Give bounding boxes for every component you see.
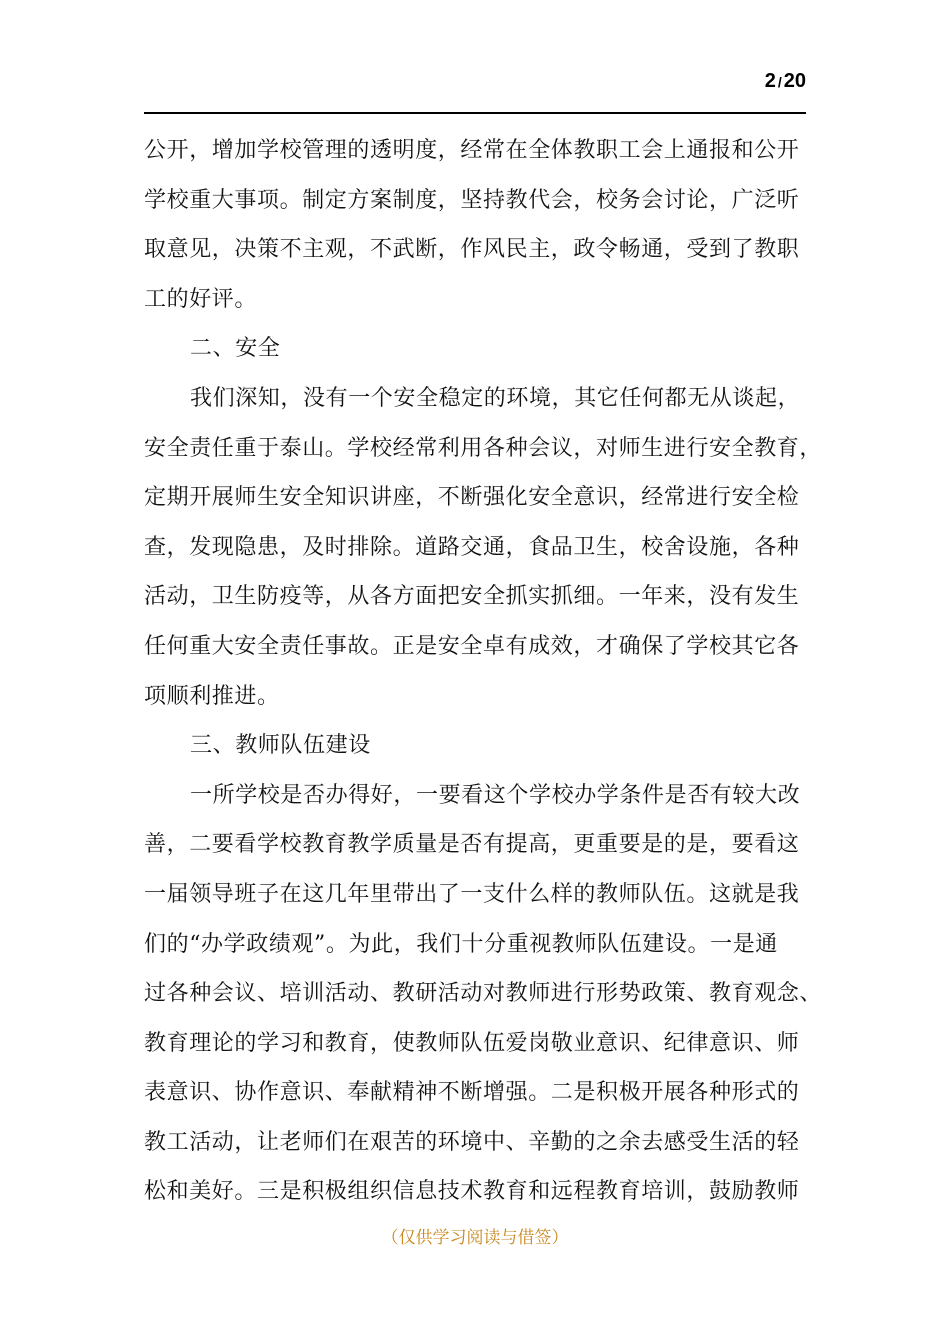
text-line: 松和美好。三是积极组织信息技术教育和远程教育培训，鼓励教师 bbox=[144, 1179, 800, 1205]
text-line: 们的“办学政绩观”。为此，我们十分重视教师队伍建设。一是通 bbox=[144, 931, 778, 957]
text-line: 教育理论的学习和教育，使教师队伍爱岗敬业意识、纪律意识、师 bbox=[144, 1030, 800, 1056]
text-line: 一所学校是否办得好，一要看这个学校办学条件是否有较大改 bbox=[190, 782, 801, 808]
text-line: 任何重大安全责任事故。正是安全卓有成效，才确保了学校其它各 bbox=[144, 633, 800, 659]
text-line: 表意识、协作意识、奉献精神不断增强。二是积极开展各种形式的 bbox=[144, 1080, 800, 1106]
text-line: 善，二要看学校教育教学质量是否有提高，更重要是的是，要看这 bbox=[144, 832, 800, 858]
text-line: 过各种会议、培训活动、教研活动对教师进行形势政策、教育观念、 bbox=[144, 981, 823, 1007]
section-heading-safety: 二、安全 bbox=[190, 336, 281, 362]
text-line: 活动，卫生防疫等，从各方面把安全抓实抓细。一年来，没有发生 bbox=[144, 584, 800, 610]
text-line: 我们深知，没有一个安全稳定的环境，其它任何都无从谈起， bbox=[190, 385, 801, 411]
footer-disclaimer: （仅供学习阅读与借签） bbox=[381, 1228, 569, 1248]
text-line: 学校重大事项。制定方案制度，坚持教代会，校务会讨论，广泛听 bbox=[144, 187, 800, 213]
text-line: 教工活动，让老师们在艰苦的环境中、辛勤的之余去感受生活的轻 bbox=[144, 1129, 800, 1155]
section-heading-teacher-team: 三、教师队伍建设 bbox=[190, 733, 371, 759]
text-line: 定期开展师生安全知识讲座，不断强化安全意识，经常进行安全检 bbox=[144, 485, 800, 511]
header-divider bbox=[144, 112, 806, 114]
text-line: 取意见，决策不主观，不武断，作风民主，政令畅通，受到了教职 bbox=[144, 237, 800, 263]
document-body bbox=[144, 126, 823, 1217]
text-line: 安全责任重于泰山。学校经常利用各种会议，对师生进行安全教育， bbox=[144, 435, 823, 461]
text-line: 公开，增加学校管理的透明度，经常在全体教职工会上通报和公开 bbox=[144, 138, 800, 163]
text-line: 项顺利推进。 bbox=[144, 683, 280, 709]
page-total: 20 bbox=[783, 70, 806, 92]
text-line: 查，发现隐患，及时排除。道路交通，食品卫生，校舍设施，各种 bbox=[144, 534, 800, 560]
page-number bbox=[765, 68, 806, 95]
page-current: 2 bbox=[764, 70, 776, 92]
page-separator: / bbox=[777, 74, 782, 90]
text-line: 一届领导班子在这几年里带出了一支什么样的教师队伍。这就是我 bbox=[144, 881, 800, 907]
text-line: 工的好评。 bbox=[144, 286, 258, 312]
